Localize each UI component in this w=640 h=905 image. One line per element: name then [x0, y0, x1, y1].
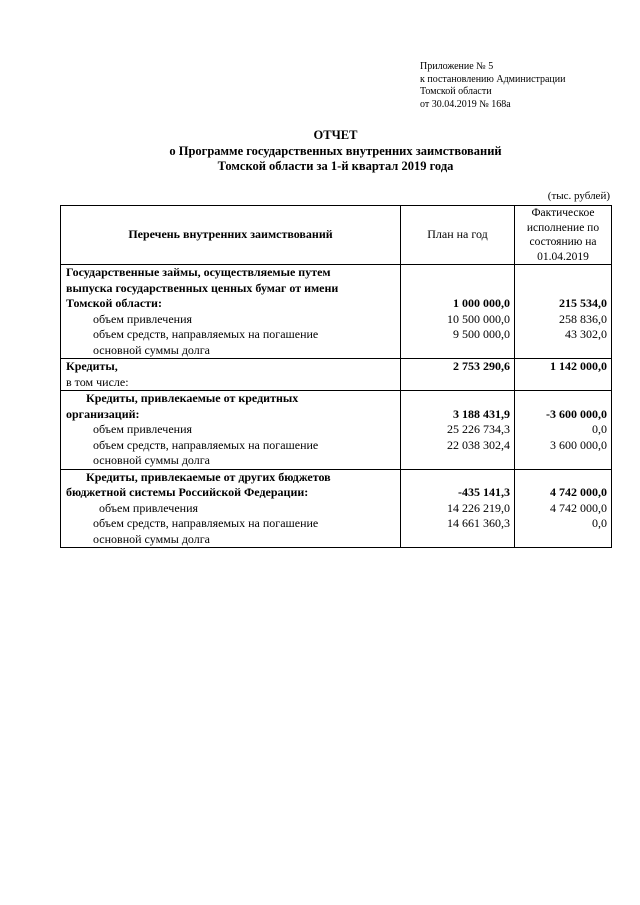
row-label: основной суммы долга: [93, 453, 210, 467]
row-label: основной суммы долга: [93, 342, 210, 357]
section-label-cell: [61, 359, 401, 391]
section-plan-value: 1 000 000,0: [453, 296, 510, 310]
section-title-line: Государственные займы, осуществляемые путем: [66, 265, 331, 279]
borrowings-table: [60, 205, 612, 548]
row-label: объем средств, направляемых на погашение: [93, 516, 319, 530]
appendix-number: Приложение № 5: [420, 61, 494, 72]
section-label-cell: [61, 391, 401, 470]
fact-cell: [515, 265, 612, 359]
fact-cell: [515, 359, 612, 391]
appendix-reference: [420, 61, 566, 111]
row-fact-value: 4 742 000,0: [550, 500, 607, 515]
title-line-1: ОТЧЕТ: [313, 128, 358, 142]
section-fact-value: 1 142 000,0: [550, 359, 607, 373]
header-plan: План на год: [401, 206, 515, 265]
section-title-line: Кредиты, привлекаемые от других бюджетов: [86, 469, 331, 484]
section-label-cell: [61, 469, 401, 548]
row-plan-value: 10 500 000,0: [447, 311, 510, 326]
header-fact-line-1: Фактическое: [531, 207, 595, 219]
row-label: объем средств, направляемых на погашение: [93, 327, 319, 341]
row-plan-value: 25 226 734,3: [447, 422, 510, 436]
row-label: объем привлечения: [93, 422, 193, 436]
title-line-3: Томской области за 1-й квартал 2019 года: [217, 159, 454, 173]
plan-cell: [401, 391, 515, 470]
row-fact-value: 3 600 000,0: [550, 437, 607, 452]
table-section-credits: [61, 359, 612, 391]
header-fact-line-3: состоянию на: [529, 236, 597, 248]
section-fact-value: 4 742 000,0: [550, 485, 607, 499]
row-fact-value: 43 302,0: [565, 327, 607, 341]
appendix-decree: к постановлению Администрации: [420, 73, 566, 85]
title-line-2: о Программе государственных внутренних заимствований: [169, 143, 502, 158]
row-plan-value: 9 500 000,0: [453, 327, 510, 341]
section-fact-value: -3 600 000,0: [546, 406, 607, 421]
section-plan-value: -435 141,3: [458, 485, 510, 499]
table-section-securities: [61, 265, 612, 359]
units-note: (тыс. рублей): [547, 190, 610, 202]
row-fact-value: 0,0: [592, 516, 607, 530]
appendix-date: от 30.04.2019 № 168а: [420, 98, 511, 110]
header-fact-line-4: 01.04.2019: [537, 250, 589, 263]
section-title-line: организаций:: [66, 406, 140, 421]
fact-cell: [515, 391, 612, 470]
row-fact-value: 0,0: [592, 422, 607, 436]
row-label: объем средств, направляемых на погашение: [93, 437, 319, 452]
fact-cell: [515, 469, 612, 548]
table-section-budget-credits: [61, 469, 612, 548]
plan-cell: [401, 265, 515, 359]
row-label: объем привлечения: [93, 311, 193, 326]
row-label: объем привлечения: [99, 500, 199, 515]
appendix-region: Томской области: [420, 86, 492, 97]
plan-cell: [401, 469, 515, 548]
row-plan-value: 22 038 302,4: [447, 437, 510, 452]
section-plan-value: 2 753 290,6: [453, 359, 510, 373]
document-title: [60, 128, 611, 175]
header-fact: [515, 206, 612, 265]
section-title-line: выпуска государственных ценных бумаг от имени: [66, 280, 339, 295]
section-title-line: бюджетной системы Российской Федерации:: [66, 485, 309, 499]
row-plan-value: 14 661 360,3: [447, 516, 510, 530]
section-fact-value: 215 534,0: [559, 296, 607, 310]
header-list: Перечень внутренних заимствований: [61, 206, 401, 265]
section-title-line: Кредиты, привлекаемые от кредитных: [86, 391, 299, 405]
section-plan-value: 3 188 431,9: [453, 406, 510, 421]
section-label-cell: [61, 265, 401, 359]
plan-cell: [401, 359, 515, 391]
row-label: основной суммы долга: [93, 531, 210, 546]
section-title-line: Кредиты,: [66, 359, 118, 373]
table-header-row: [61, 206, 612, 265]
row-fact-value: 258 836,0: [559, 311, 607, 326]
table-section-bank-credits: [61, 391, 612, 470]
section-subtitle: в том числе:: [66, 374, 129, 389]
section-title-line: Томской области:: [66, 296, 162, 310]
row-plan-value: 14 226 219,0: [447, 500, 510, 515]
header-fact-line-2: исполнение по: [526, 221, 600, 234]
